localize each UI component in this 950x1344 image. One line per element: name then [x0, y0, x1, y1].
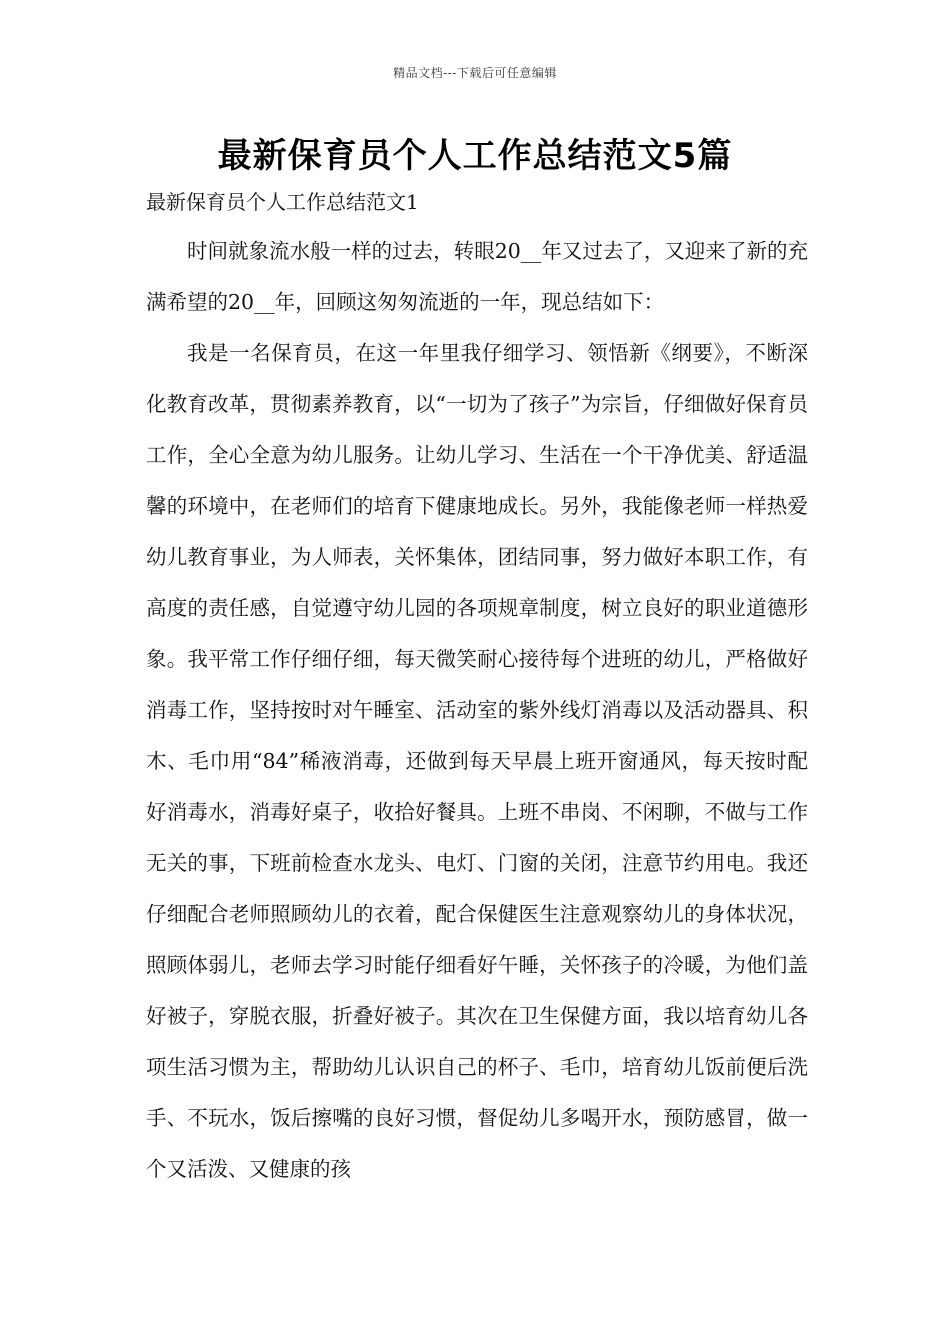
section-title: 最新保育员个人工作总结范文1 — [146, 190, 419, 214]
header-note: 精品文档---下载后可任意编辑 — [393, 66, 557, 80]
document-body — [146, 226, 808, 1195]
document-title: 最新保育员个人工作总结范文5篇 — [217, 136, 733, 176]
paragraph-1: 时间就象流水般一样的过去，转眼20__年又过去了，又迎来了新的充满希望的20__年，回顾这匆匆流逝的一年，现总结如下： — [146, 239, 808, 314]
paragraph-2: 我是一名保育员，在这一年里我仔细学习、领悟新《纲要》，不断深化教育改革，贯彻素养教育，以“一切为了孩子”为宗旨，仔细做好保育员工作，全心全意为幼儿服务。让幼儿学习、生活在一个干净优美、舒适温馨的环境中，在老师们的培育下健康地成长。另外，我能像老师一样热爱幼儿教育事业，为人师表，关怀集体，团结同事，努力做好本职工作，有高度的责任感，自觉遵守幼儿园的各项规章制度，树立良好的职业道德形象。我平常工作仔细仔细，每天微笑耐心接待每个进班的幼儿，严格做好消毒工作，坚持按时对午睡室、活动室的紫外线灯消毒以及活动器具、积木、毛巾用“84”稀液消毒，还做到每天早晨上班开窗通风，每天按时配好消毒水，消毒好桌子，收拾好餐具。上班不串岗、不闲聊，不做与工作无关的事，下班前检查水龙头、电灯、门窗的关闭，注意节约用电。我还仔细配合老师照顾幼儿的衣着，配合保健医生注意观察幼儿的身体状况，照顾体弱儿，老师去学习时能仔细看好午睡，关怀孩子的冷暖，为他们盖好被子，穿脱衣服，折叠好被子。其次在卫生保健方面，我以培育幼儿各项生活习惯为主，帮助幼儿认识自己的杯子、毛巾，培育幼儿饭前便后洗手、不玩水，饭后擦嘴的良好习惯，督促幼儿多喝开水，预防感冒，做一个又活泼、又健康的孩 — [146, 341, 808, 1181]
